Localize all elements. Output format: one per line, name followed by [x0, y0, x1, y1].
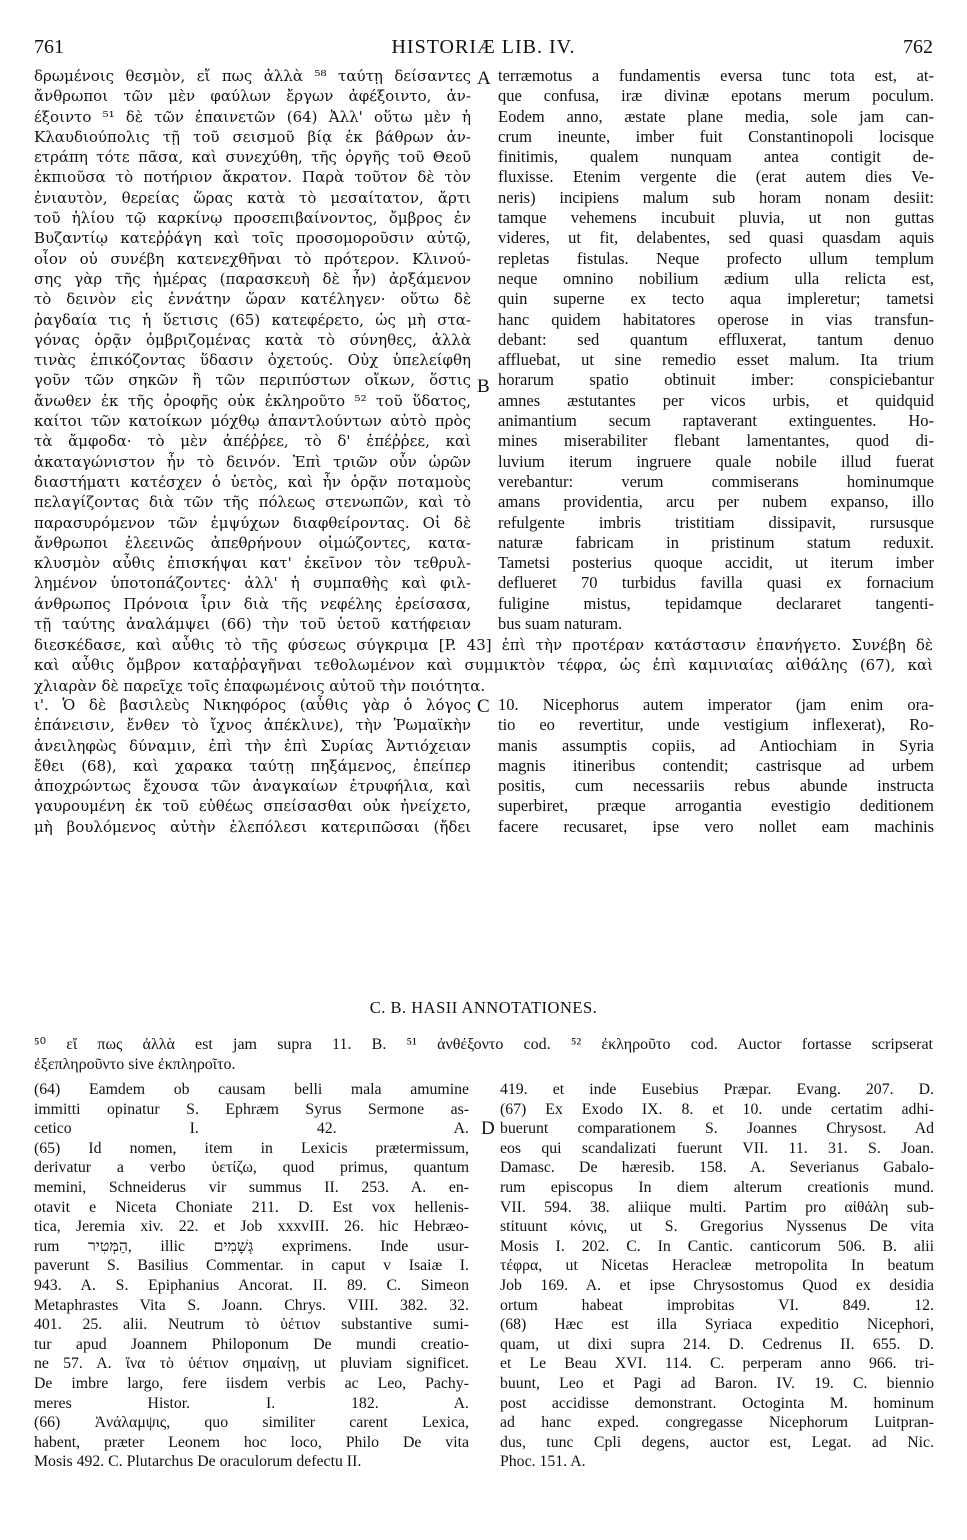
text-line: tio eo revertitur, unde vestigium inflexerat), Ro-: [498, 715, 934, 735]
text-line: memini, Schneiderus vir summus II. 253. A. en-: [34, 1178, 469, 1196]
text-line: fuligine mistus, tepidamque declararet tangenti-: [498, 593, 934, 613]
text-line: κλυσμὸν αὖθις ἐπισκήψαι κατ' ἐκεῖνον τὸν τεθρυλ-: [34, 554, 471, 573]
text-line: Eodem anno, æstate plane media, sole jam can-: [498, 106, 934, 126]
text-line: (67) Ex Exodo IX. 8. et 10. unde certatim adhi-: [500, 1100, 934, 1118]
margin-marker-c: C: [477, 696, 490, 717]
text-line: διεσκέδασε, καὶ αὖθις τὸ τῆς φύσεως σύγκριμα [P. 43] ἐπὶ τὴν προτέραν κατάστασιν ἐπανήγετο. Συνέβη δὲ: [34, 636, 933, 654]
latin-text-top: [498, 66, 934, 634]
text-line: Βυζαντίῳ κατεῤῥάγη καὶ τοῖς προσομοροῦσιν αὐτῷ,: [34, 229, 471, 248]
text-line: (66) Ἀνάλαμψις, quo similiter carent Lexica,: [34, 1414, 469, 1432]
text-line: (65) Id nomen, item in Lexicis prætermissum,: [34, 1139, 469, 1157]
text-line: tur apud Joannem Philoponum De mundi creatio-: [34, 1335, 469, 1353]
text-line: paverunt S. Basilius Commentar. in caput v Isaiæ I.: [34, 1257, 469, 1275]
text-line: horarum spatio obtinuit imber: conspiciebantur: [498, 370, 934, 390]
left-page-number: 761: [34, 36, 64, 58]
text-line: ἔθει (68), καὶ χαρακα ταύτῃ πηξάμενος, ἐπείπερ: [34, 756, 471, 775]
text-line: VII. 594. 38. aliique multi. Partim pro αἰθάλη sub-: [500, 1198, 934, 1216]
text-line: repletas fistulas. Neque profecto ullum templum: [498, 248, 934, 268]
text-line: Damasc. De hæresib. 158. A. Severianus Gabalo-: [500, 1159, 934, 1177]
text-line: γαυρουμένη ἐκ τοῦ εὐθέως σπείσασθαι οὐκ ἠνείχετο,: [34, 797, 471, 816]
text-line: 419. et inde Eusebius Præpar. Evang. 207. D.: [500, 1081, 934, 1098]
text-line: ι'. Ὁ δὲ βασιλεὺς Νικηφόρος (αὖθις γὰρ ὁ λόγος: [34, 696, 471, 714]
text-line: ἄνθρωποι ἐλεεινῶς ἀπεθρήνουν οἰμώζοντες, κατα-: [34, 533, 471, 552]
text-line: καὶ αὖθις ὄμβρον καταῤῥαγῆναι τεθολωμένον καὶ συμμικτὸν τέφρα, ὡς ἐπὶ καμινιαίας αἰθάλης (67), καὶ: [34, 656, 933, 675]
text-line: affluebat, ut sine remedio esset malum. Ita trium: [498, 350, 934, 370]
text-line: buerunt comparationem S. Joannes Chrysost. Ad: [500, 1120, 934, 1138]
text-line: ἐπάνεισιν, ἔνθεν τὸ ἴχνος ἀπέκλινε), τὴν Ῥωμαϊκὴν: [34, 716, 471, 735]
text-line: magnis itineribus contendit; castrisque ad urbem: [498, 755, 934, 775]
text-line: ἐξεπληροῦντο sive ἐκπληροῖτο.: [34, 1056, 236, 1074]
text-line: debant: sed quantum effluxerat, tantum denuo: [498, 329, 934, 349]
text-line: τέφρα, ut Nicetas Heracleæ metropolita In beatum: [500, 1257, 934, 1275]
text-line: mines miserabiliter flebant lamentantes, quod di-: [498, 431, 934, 451]
annotations-title: C. B. HASII ANNOTATIONES.: [369, 998, 598, 1017]
text-line: ne 57. A. ἵνα τὸ ὑέτιον σημαίνῃ, ut pluviam significet.: [34, 1355, 469, 1373]
text-line: ἄνωθεν ἐκ τῆς ὀροφῆς οὐκ ἐκληροῦτο ⁵² τοῦ ὕδατος,: [34, 391, 471, 410]
text-line: ῥαγδαία τις ἡ ὕετισις (65) κατεφέρετο, ὡς μὴ στα-: [34, 310, 471, 329]
text-line: hanc quidem habitatores operose in vias transfun-: [498, 309, 934, 329]
text-line: ἐνιαυτὸν, θερείας ὥρας κατὰ τὸ μεσαίτατον, ἄρτι: [34, 188, 471, 207]
text-line: 401. 25. alii. Neutrum τὸ ὑέτιον substantive sumi-: [34, 1316, 469, 1334]
text-line: quin superne ex tecto aqua impleretur; tametsi: [498, 289, 934, 309]
text-line: γοῦν τῶν σηκῶν ἢ τῶν περιπύστων οἴκων, ὅστις: [34, 371, 471, 390]
text-line: luvium iterum ingruere quale nobile illud fuerat: [498, 451, 934, 471]
text-line: neris) incipiens malum sub horam nonam desiit:: [498, 187, 934, 207]
text-line: πελαγίζοντας διὰ τῶν τῆς πόλεως στενωπῶν, καὶ τὸ: [34, 493, 471, 512]
text-line: καίτοι τῶν κατοίκων μόχθῳ ἀπαντλούντων αὐτὸ πρὸς: [34, 412, 471, 431]
text-line: refulgente imbris tristitiam dissipavit, rursusque: [498, 512, 934, 532]
greek-text-full-width: [34, 635, 933, 696]
text-line: positis, cum necessariis rebus abunde instructa: [498, 776, 934, 796]
text-line: τοῦ ἡλίου τῷ καρκίνῳ προσεπιβαίνοντος, ὄμβρος ἐν: [34, 209, 471, 228]
text-line: naturæ fabricam in pristinum statum reduxit.: [498, 532, 934, 552]
text-line: quam, ut dixi supra 214. D. Cedrenus II. 655. D.: [500, 1335, 934, 1353]
footnotes: [34, 1035, 933, 1076]
text-line: (64) Eamdem ob causam belli mala amumine: [34, 1081, 469, 1098]
running-title: HISTORIÆ LIB. IV.: [391, 36, 576, 58]
text-line: ad hanc exped. congregasse Nicephorum Luitpran-: [500, 1414, 934, 1432]
text-line: οἷον οὐ συνέβη κατενεχθῆναι τὸ πρότερον. Κλινού-: [34, 249, 471, 268]
annotation-notes-left: [34, 1080, 469, 1472]
text-line: ἐκπιοῦσα τὸ ποτήριον ἄκρατον. Παρὰ τοῦτον δὲ τὸν: [34, 168, 471, 187]
text-line: cetico I. 42. A.: [34, 1120, 469, 1138]
text-line: otavit e Niceta Choniate 211. D. Est vox hellenis-: [34, 1198, 469, 1216]
text-line: Phoc. 151. A.: [500, 1453, 586, 1471]
right-page-number: 762: [903, 36, 933, 58]
text-line: deflueret 70 turbidus favilla quasi ex fornacium: [498, 573, 934, 593]
margin-marker-a: A: [477, 68, 491, 89]
text-line: amans providentia, arcu per nubem expanso, illo: [498, 492, 934, 512]
text-line: amnes æstutantes per vicos urbis, et quidquid: [498, 390, 934, 410]
text-line: post accidisse demonstrant. Octoginta M. hominum: [500, 1394, 934, 1412]
text-line: superbiret, præque arrogantia evestigio deditionem: [498, 796, 934, 816]
text-line: τὸ δεινὸν εἰς ἐννάτην ὥραν κατέληγεν· οὕτω δὲ: [34, 290, 471, 309]
text-line: Mosis 492. C. Plutarchus De oraculorum defectu II.: [34, 1453, 362, 1471]
text-line: ἄνθρωποι τῶν μὲν φαύλων ἔργων ἀφέξοιντο, ἀν-: [34, 87, 471, 106]
text-line: 943. A. S. Epiphanius Ancorat. II. 89. C. Simeon: [34, 1276, 469, 1294]
text-line: ⁵⁰ εἴ πως ἀλλὰ est jam supra 11. B. ⁵¹ ἀνθέξοντο cod. ⁵² ἐκληροῦτο cod. Auctor fortasse scripserat: [34, 1036, 933, 1053]
text-line: Mosis I. 202. C. In Cantic. canticorum 506. B. alii: [500, 1237, 934, 1255]
text-line: manis assumptis copiis, ad Antiochiam in Syria: [498, 735, 934, 755]
text-line: habent, præter Leonem hoc loco, Philo De vita: [34, 1433, 469, 1451]
text-line: que confusa, iræ divinæ epotans merum poculum.: [498, 86, 934, 106]
text-line: verebantur: verum commiserans hominumque: [498, 471, 934, 491]
text-line: ετράπη τότε πᾶσα, καὶ συνεχύθη, τῆς ὀργῆς τοῦ Θεοῦ: [34, 148, 471, 167]
annotation-notes-right: [500, 1080, 934, 1472]
text-line: χλιαρὰν δὲ παρεῖχε τοῖς ἐπαφωμένοις αὐτοῦ τὴν ποιότητα.: [34, 676, 486, 695]
text-line: λημένον ὑποτοπάζοντες· ἀλλ' ἡ συμπαθὴς καὶ φιλ-: [34, 574, 471, 593]
text-line: Κλαυδιούπολις τῇ τοῦ σεισμοῦ βίᾳ ἐκ βάθρων ἀν-: [34, 127, 471, 146]
greek-text-top: [34, 66, 471, 634]
margin-marker-d: D: [481, 1118, 495, 1139]
text-line: δρωμένοις θεσμὸν, εἴ πως ἀλλὰ ⁵⁸ ταύτῃ δείσαντες: [34, 67, 471, 85]
text-line: γόνας ὁρᾷν ὀμβριζομένας κατὰ τὸ σύνηθες, ἀλλὰ: [34, 330, 471, 349]
text-line: crum ineunte, imber fuit Constantinopoli locisque: [498, 126, 934, 146]
text-line: παρασυρόμενον τῶν ἐμψύχων διαφθείροντας. Οἱ δὲ: [34, 513, 471, 532]
text-line: rum episcopus In diem alterum creationis mund.: [500, 1178, 934, 1196]
text-line: 10. Nicephorus autem imperator (jam enim ora-: [498, 695, 934, 714]
page-header: [34, 36, 933, 62]
latin-text-middle: [498, 695, 934, 837]
text-line: stituunt κόνις, ut S. Gregorius Nyssenus De vita: [500, 1218, 934, 1236]
text-line: ἀκαταγώνιστον ἦν τὸ δεινόν. Ἐπὶ τριῶν οὖν ὡρῶν: [34, 452, 471, 471]
text-line: (68) Hæc est illa Syriaca expeditio Nicephori,: [500, 1316, 934, 1334]
text-line: Metaphrastes Vita S. Joann. Chrys. VIII. 382. 32.: [34, 1296, 469, 1314]
text-line: animantium secum raptaverant extinguentes. Ho-: [498, 411, 934, 431]
text-line: ἀνειληφὼς δύναμιν, ἐπὶ τὴν ἐπὶ Συρίας Ἀντιόχειαν: [34, 736, 471, 755]
text-line: Job 169. A. et ipse Chrysostomus Quod ex desidia: [500, 1276, 934, 1294]
text-line: facere recusaret, ipse vero nollet eam machinis: [498, 816, 934, 836]
text-line: videres, ut fit, delabentes, sed quasi quasdam aquis: [498, 228, 934, 248]
text-line: De imbre largo, fere iisdem verbis ac Leo, Pachy-: [34, 1374, 469, 1392]
text-line: τινὰς ἐπικόζοντας ὕδασιν ὀχετούς. Οὐχ ὑπελείφθη: [34, 351, 471, 370]
text-line: σης γὰρ τῆς ἡμέρας (παρασκευὴ δὲ ἦν) ἀρξάμενον: [34, 269, 471, 288]
text-line: ortum habeat improbitas VI. 849. 12.: [500, 1296, 934, 1314]
margin-marker-b: B: [477, 376, 490, 397]
text-line: Tametsi posterius quoque accidit, ut iterum imber: [498, 553, 934, 573]
text-line: buunt, Leo et Pagi ad Baron. IV. 19. C. biennio: [500, 1374, 934, 1392]
text-line: eos qui scandalizati fuerunt VII. 11. 31. S. Joan.: [500, 1139, 934, 1157]
text-line: τὰ ἄμφοδα· τὸ μὲν ἀπέῤῥεε, τὸ δ' ἐπέῤῥεε, καὶ: [34, 432, 471, 451]
text-line: dus, tunc Cpli degens, auctor est, Legat. ad Nic.: [500, 1433, 934, 1451]
text-line: διαστήματι κατέσχεν ὁ ὑετὸς, καὶ ἦν ὁρᾷν ποταμοὺς: [34, 472, 471, 491]
text-line: rum הַמְּטִיר, illic גְּשָׁמִים exprimens. Inde usur-: [34, 1237, 469, 1255]
text-line: άνθρωπος Πρόνοια ἶριν διὰ τῆς νεφέλης ἐρείσασα,: [34, 594, 471, 613]
text-line: terræmotus a fundamentis eversa tunc tota est, at-: [498, 66, 934, 85]
text-line: bus suam naturam.: [498, 614, 623, 634]
text-line: tamque vehemens incubuit pluvia, ut non guttas: [498, 208, 934, 228]
text-line: finitimis, qualem nunquam antea contigit de-: [498, 147, 934, 167]
text-line: tica, Jeremia xiv. 22. et Job xxxvIII. 26. hic Hebræo-: [34, 1218, 469, 1236]
text-line: et Le Beau XVI. 114. C. perperam anno 966. tri-: [500, 1355, 934, 1373]
text-line: μὴ βουλόμενος αὐτὴν ἑλεπόλεσι κατεριπῶσαι (ἤδει: [34, 817, 471, 836]
text-line: τῇ ταύτης ἀναλάμψει (66) τὴν τοῦ ὑετοῦ κατήφειαν: [34, 615, 471, 634]
greek-text-middle: [34, 695, 471, 837]
text-line: immitti opinatur S. Ephræm Syrus Sermone as-: [34, 1100, 469, 1118]
text-line: meres Histor. I. 182. A.: [34, 1394, 469, 1412]
text-line: έξοιντο ⁵¹ δὲ τῶν ἐπαινετῶν (64) Ἀλλ' οὕτω μὲν ἡ: [34, 107, 471, 126]
text-line: neque omnino nobilium ædium ulla relicta est,: [498, 268, 934, 288]
text-line: derivatur a verbo ὑετίζω, quod primus, quantum: [34, 1159, 469, 1177]
text-line: ἀποχρώντως ἔχουσα τῶν ἀναγκαίων ἐτρυφήλια, καὶ: [34, 777, 471, 796]
text-line: fluxisse. Etenim vergente die (erat autem dies Ve-: [498, 167, 934, 187]
